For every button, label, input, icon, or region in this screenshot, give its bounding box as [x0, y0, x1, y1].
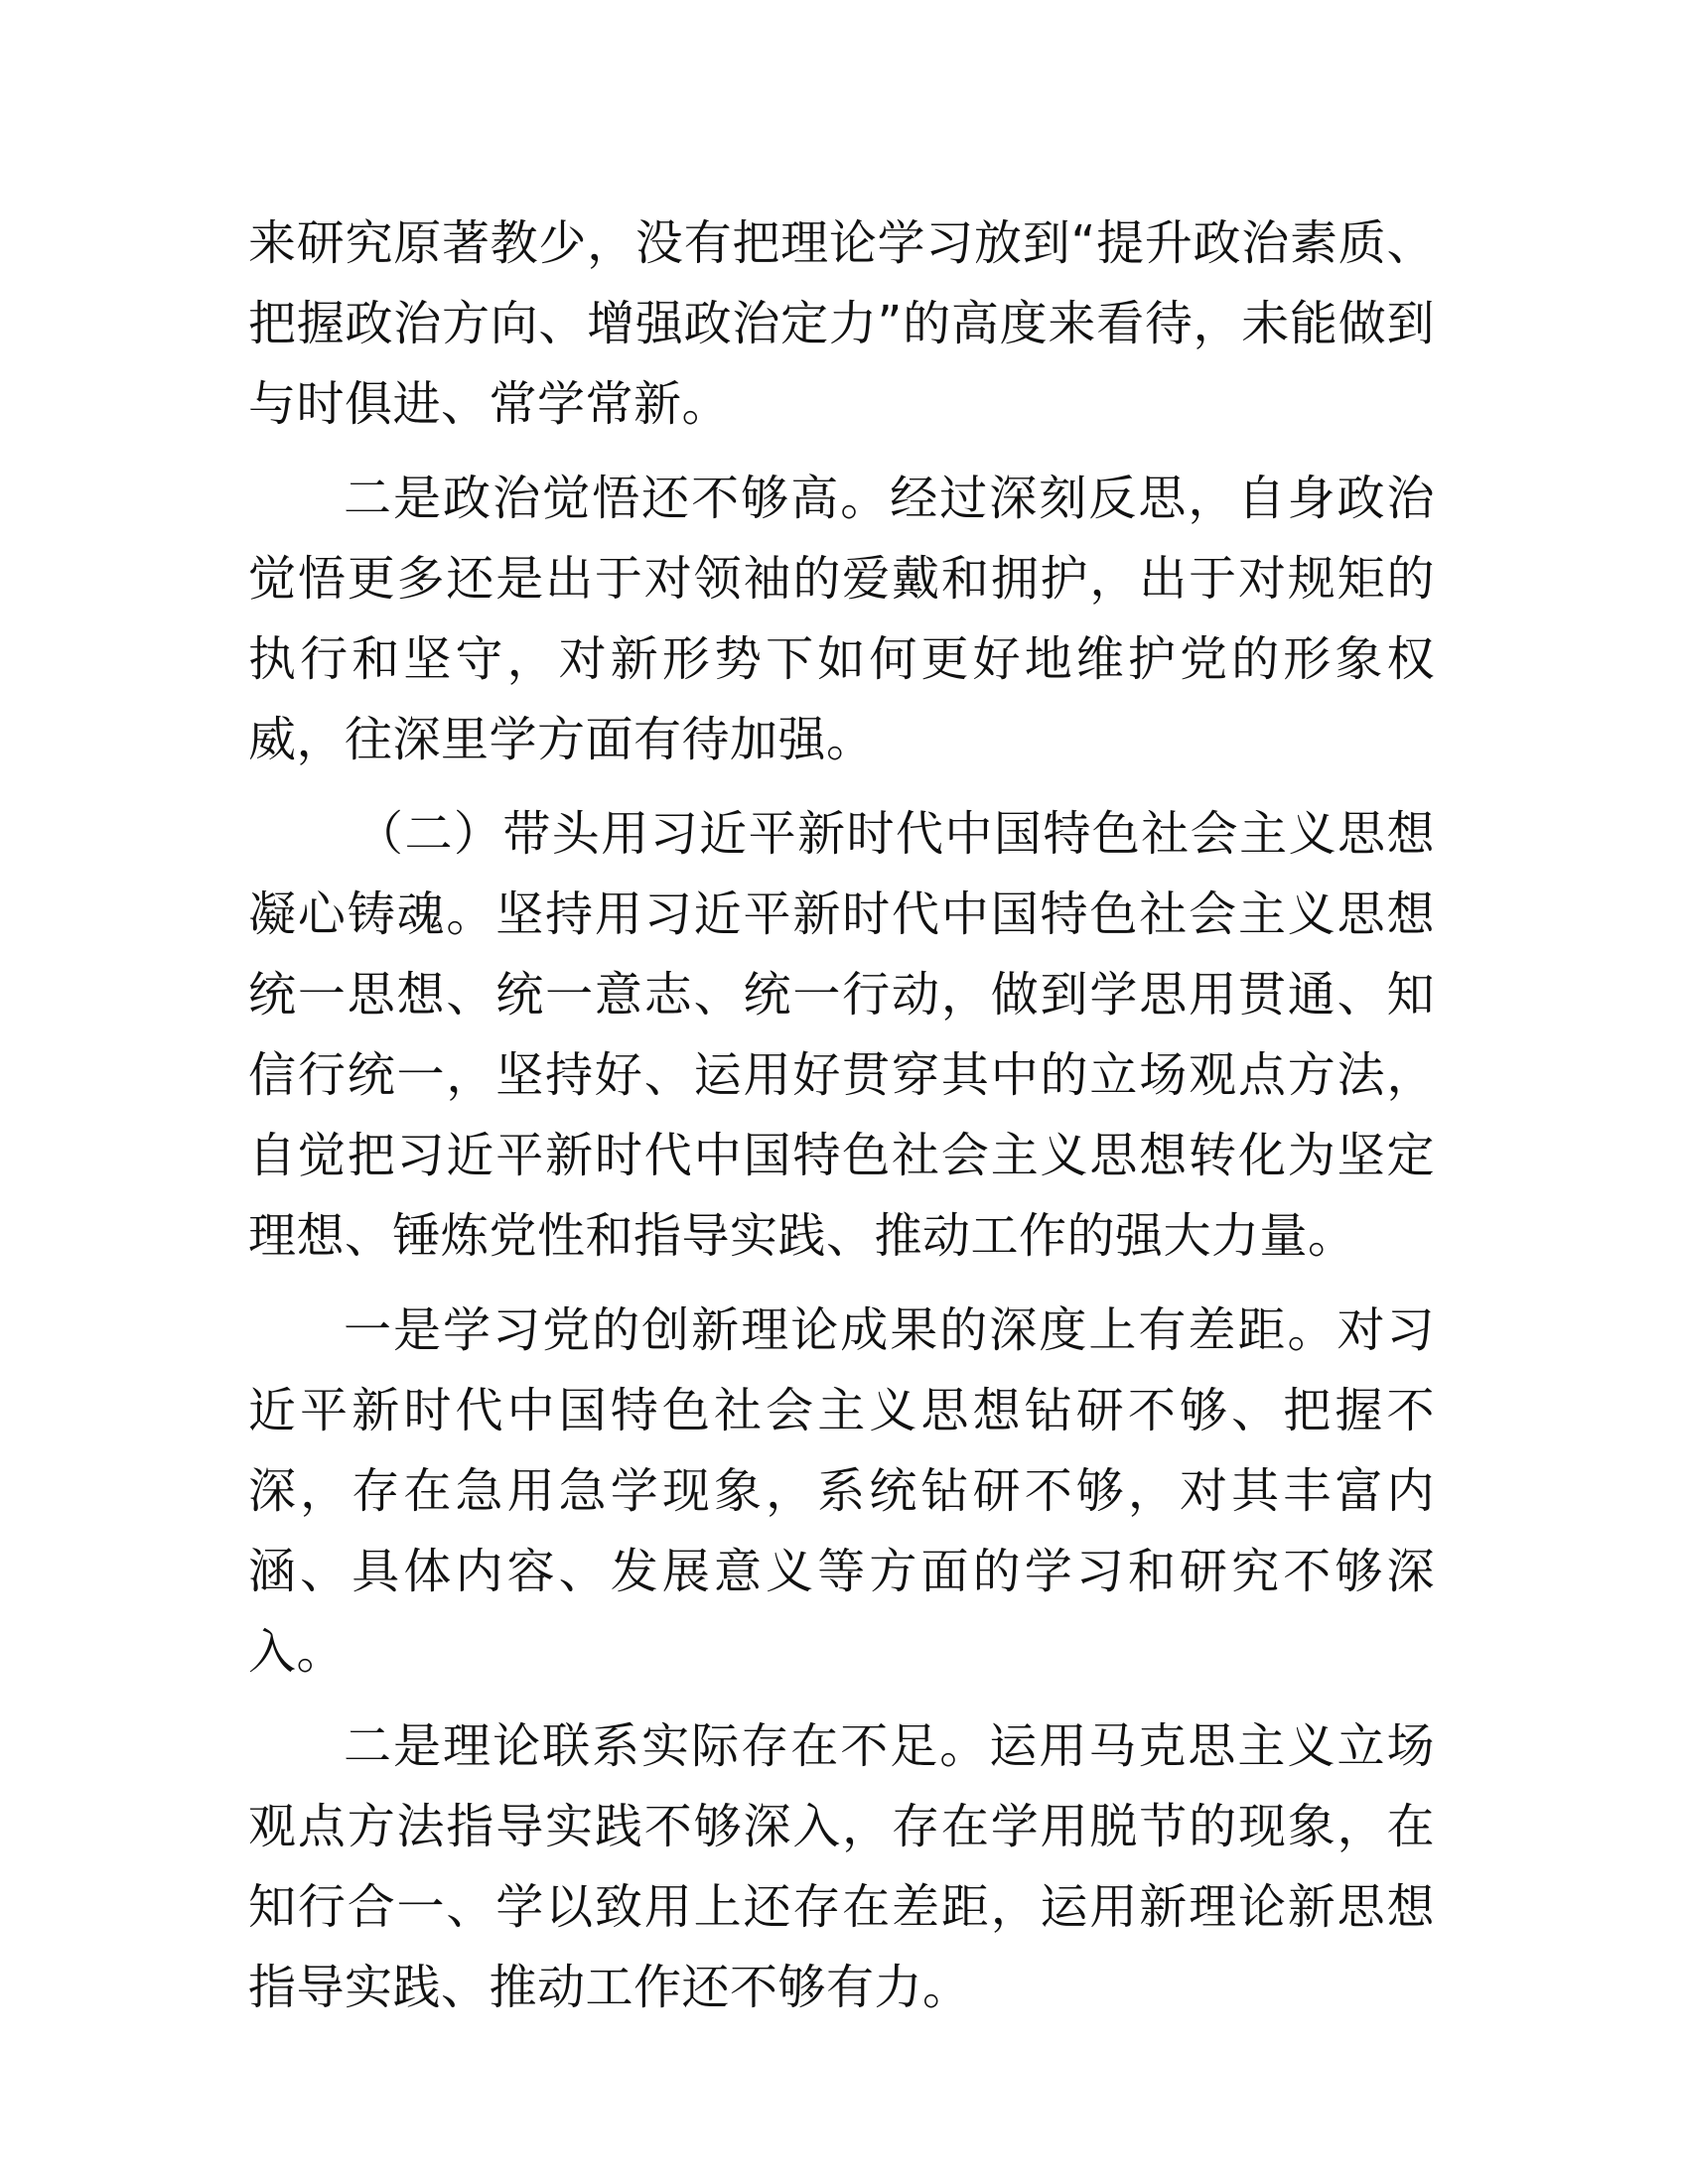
- paragraph-theory-depth-gap: 一是学习党的创新理论成果的深度上有差距。对习近平新时代中国特色社会主义思想钻研不够、把握不深，存在急用急学现象，系统钻研不够，对其丰富内涵、具体内容、发展意义等方面的学习和研究不够深入。: [248, 1302, 1435, 1680]
- paragraph-theory-practice-gap: 二是理论联系实际存在不足。运用马克思主义立场观点方法指导实践不够深入，存在学用脱节的现象，在知行合一、学以致用上还存在差距，运用新理论新思想指导实践、推动工作还不够有力。: [248, 1718, 1435, 2015]
- paragraph-continuation: 来研究原著教少，没有把理论学习放到“提升政治素质、把握政治方向、增强政治定力”的高度来看待，未能做到与时俱进、常学常新。: [248, 215, 1435, 432]
- document-body: [248, 204, 1435, 2028]
- paragraph-section-two-heading: （二）带头用习近平新时代中国特色社会主义思想凝心铸魂。坚持用习近平新时代中国特色社会主义思想统一思想、统一意志、统一行动，做到学思用贯通、知信行统一，坚持好、运用好贯穿其中的立场观点方法，自觉把习近平新时代中国特色社会主义思想转化为坚定理想、锤炼党性和指导实践、推动工作的强大力量。: [248, 806, 1435, 1264]
- paragraph-political-awareness: 二是政治觉悟还不够高。经过深刻反思，自身政治觉悟更多还是出于对领袖的爱戴和拥护，出于对规矩的执行和坚守，对新形势下如何更好地维护党的形象权威，往深里学方面有待加强。: [248, 471, 1435, 767]
